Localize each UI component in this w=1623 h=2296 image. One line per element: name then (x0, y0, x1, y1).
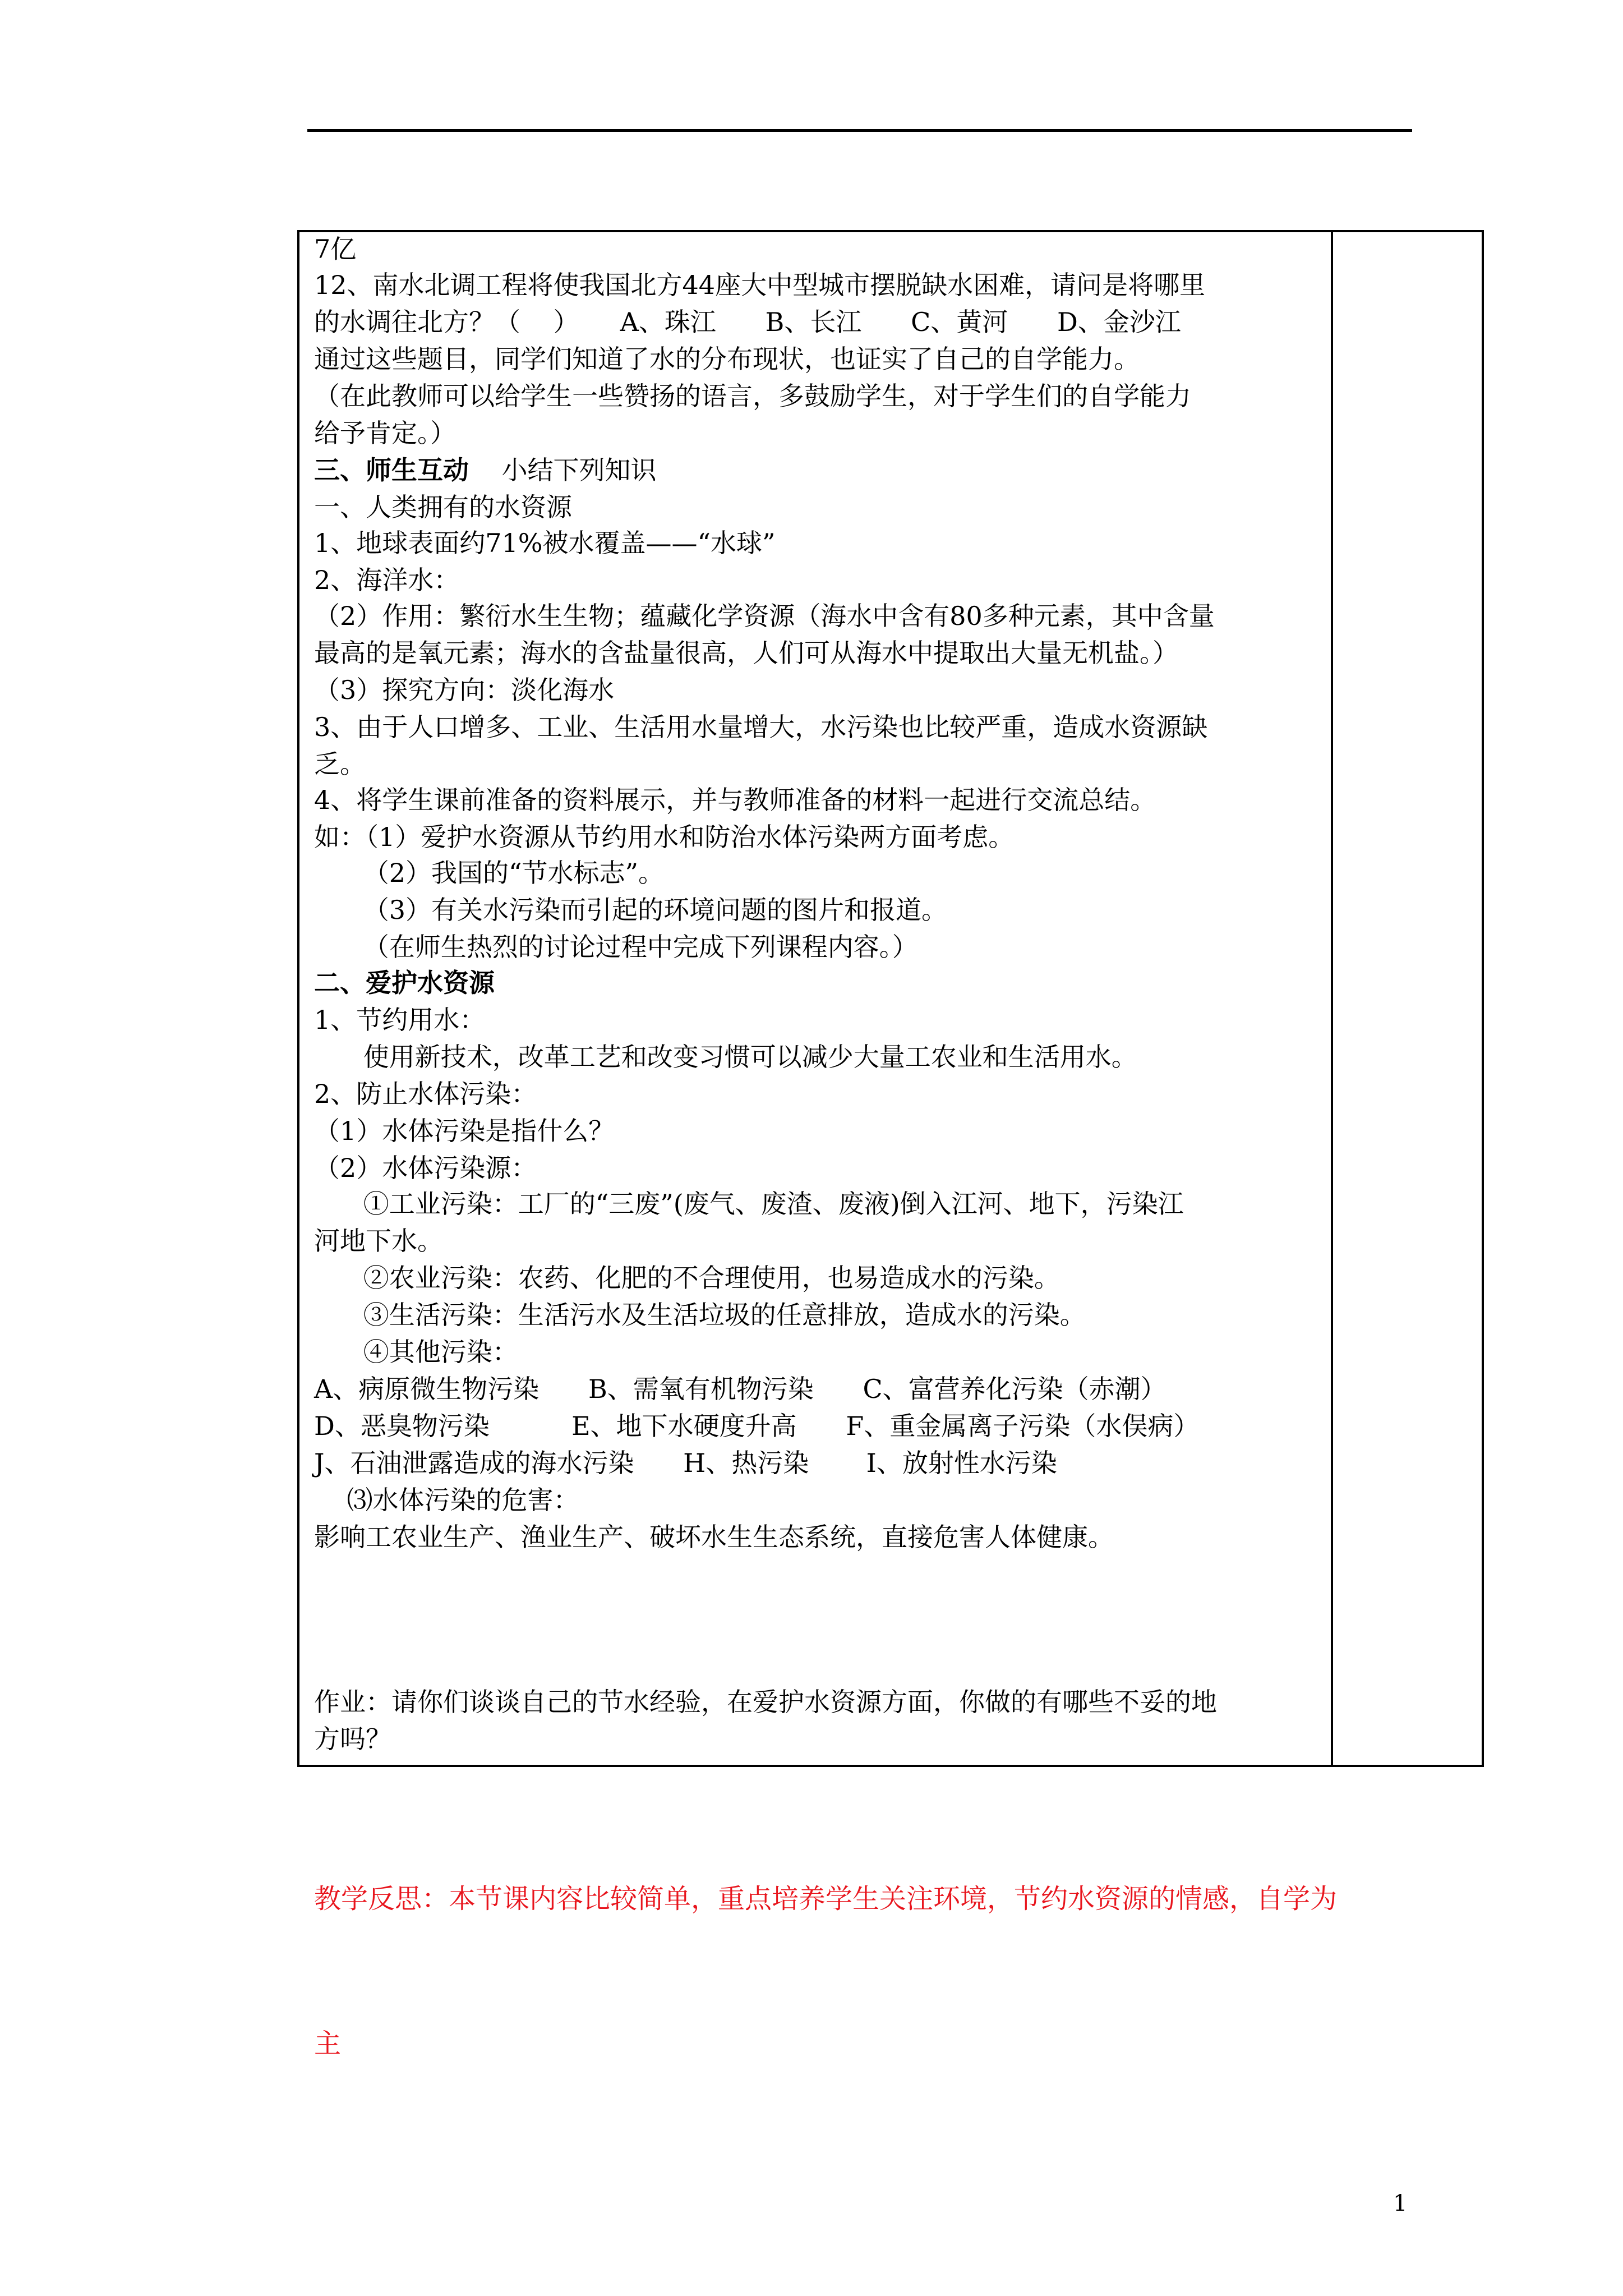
content-line (314, 304, 1181, 340)
line-text: 作业：请你们谈谈自己的节水经验，在爱护水资源方面，你做的有哪些不妥的地 (314, 1687, 1217, 1717)
section-heading: 二、爱护水资源 (314, 968, 495, 998)
line-text: 河地下水。 (314, 1226, 443, 1256)
content-line (314, 1260, 1060, 1296)
section-heading: 三、师生互动 (314, 455, 469, 485)
content-line (314, 1408, 1199, 1444)
content-line (314, 1223, 443, 1259)
page-number: 1 (1393, 2191, 1408, 2216)
line-text: 4、将学生课前准备的资料展示，并与教师准备的材料一起进行交流总结。 (314, 785, 1156, 815)
line-text: （在师生热烈的讨论过程中完成下列课程内容。） (314, 932, 918, 962)
line-text: 通过这些题目，同学们知道了水的分布现状，也证实了自己的自学能力。 (314, 344, 1140, 374)
line-text: A、病原微生物污染 B、需氧有机物污染 C、富营养化污染（赤潮） (314, 1374, 1166, 1404)
content-line (314, 1445, 1057, 1481)
line-text: ②农业污染：农药、化肥的不合理使用，也易造成水的污染。 (314, 1263, 1060, 1293)
content-line (314, 1186, 1184, 1222)
line-text: ④其他污染： (314, 1337, 518, 1367)
line-text: （3）有关水污染而引起的环境问题的图片和报道。 (314, 895, 947, 925)
line-text: 1、节约用水： (314, 1005, 486, 1035)
line-text: （在此教师可以给学生一些赞扬的语言，多鼓励学生，对于学生们的自学能力 (314, 381, 1191, 411)
line-text: ①工业污染：工厂的“三废”(废气、废渣、废液)倒入江河、地下，污染江 (314, 1189, 1184, 1219)
line-text: （2）我国的“节水标志”。 (314, 858, 665, 888)
content-line (314, 341, 1140, 377)
heading-subtitle: 小结下列知识 (469, 455, 657, 485)
content-line (314, 598, 1215, 634)
content-line (314, 672, 614, 708)
line-text: 最高的是氧元素；海水的含盐量很高，人们可从海水中提取出大量无机盐。） (314, 638, 1178, 668)
line-text: ③生活污染：生活污水及生活垃圾的任意排放，造成水的污染。 (314, 1300, 1086, 1330)
content-line (314, 709, 1207, 745)
line-text: 影响工农业生产、渔业生产、破坏水生生态系统，直接危害人体健康。 (314, 1522, 1114, 1552)
content-line (314, 819, 1014, 855)
content-line (314, 1721, 391, 1757)
content-line (314, 1113, 614, 1149)
content-line (314, 1150, 537, 1186)
content-line (314, 1371, 1166, 1407)
line-text: D、恶臭物污染 E、地下水硬度升高 F、重金属离子污染（水俣病） (314, 1411, 1200, 1441)
content-line (314, 452, 657, 488)
content-line (314, 782, 1156, 818)
content-line (314, 892, 947, 928)
line-text: （2）作用：繁衍水生生物；蕴藏化学资源（海水中含有80多种元素，其中含量 (314, 601, 1215, 631)
line-text: 一、人类拥有的水资源 (314, 492, 572, 522)
content-line (314, 635, 1178, 671)
line-text: ⑶水体污染的危害： (314, 1485, 579, 1515)
reflection-line-2: 主 (314, 2028, 342, 2059)
line-text: 1、地球表面约71%被水覆盖——“水球” (314, 528, 776, 558)
teaching-reflection (314, 1778, 1337, 2116)
content-line (314, 378, 1191, 414)
line-text: 使用新技术，改革工艺和改变习惯可以减少大量工农业和生活用水。 (314, 1042, 1137, 1072)
content-line (314, 231, 356, 267)
content-line (314, 525, 776, 561)
line-text: 给予肯定。） (314, 418, 456, 448)
line-text: （2）水体污染源： (314, 1153, 537, 1183)
line-text: （1）水体污染是指什么？ (314, 1116, 615, 1146)
header-rule (307, 129, 1412, 132)
content-line (314, 267, 1205, 303)
table-column-divider (1331, 230, 1333, 1767)
line-text: 12、南水北调工程将使我国北方44座大中型城市摆脱缺水困难，请问是将哪里 (314, 270, 1206, 300)
line-text: 2、防止水体污染： (314, 1079, 537, 1109)
line-text: J、石油泄露造成的海水污染 H、热污染 I、放射性水污染 (314, 1448, 1057, 1478)
content-line (314, 1519, 1114, 1555)
line-text: 方吗？ (314, 1724, 391, 1754)
content-line (314, 965, 495, 1001)
content-line (314, 562, 459, 598)
content-line (314, 1297, 1086, 1333)
content-line (314, 1684, 1217, 1720)
content-line (314, 1334, 518, 1370)
line-text: 3、由于人口增多、工业、生活用水量增大，水污染也比较严重，造成水资源缺 (314, 712, 1208, 742)
content-line (314, 489, 572, 525)
line-text: 7亿 (314, 234, 357, 264)
content-line (314, 1039, 1137, 1075)
content-line (314, 415, 456, 451)
line-text: 乏。 (314, 749, 366, 779)
line-text: 2、海洋水： (314, 565, 460, 595)
content-line (314, 746, 366, 782)
line-text: 如：（1）爱护水资源从节约用水和防治水体污染两方面考虑。 (314, 822, 1015, 852)
reflection-line-1: 教学反思：本节课内容比较简单，重点培养学生关注环境，节约水资源的情感，自学为 (314, 1883, 1338, 1915)
line-text: 的水调往北方？（ ） A、珠江 B、长江 C、黄河 D、金沙江 (314, 307, 1181, 337)
content-line (314, 1482, 579, 1518)
content-line (314, 929, 918, 965)
content-line (314, 1002, 485, 1038)
content-line (314, 1076, 537, 1112)
line-text: （3）探究方向：淡化海水 (314, 675, 615, 705)
content-line (314, 855, 664, 891)
